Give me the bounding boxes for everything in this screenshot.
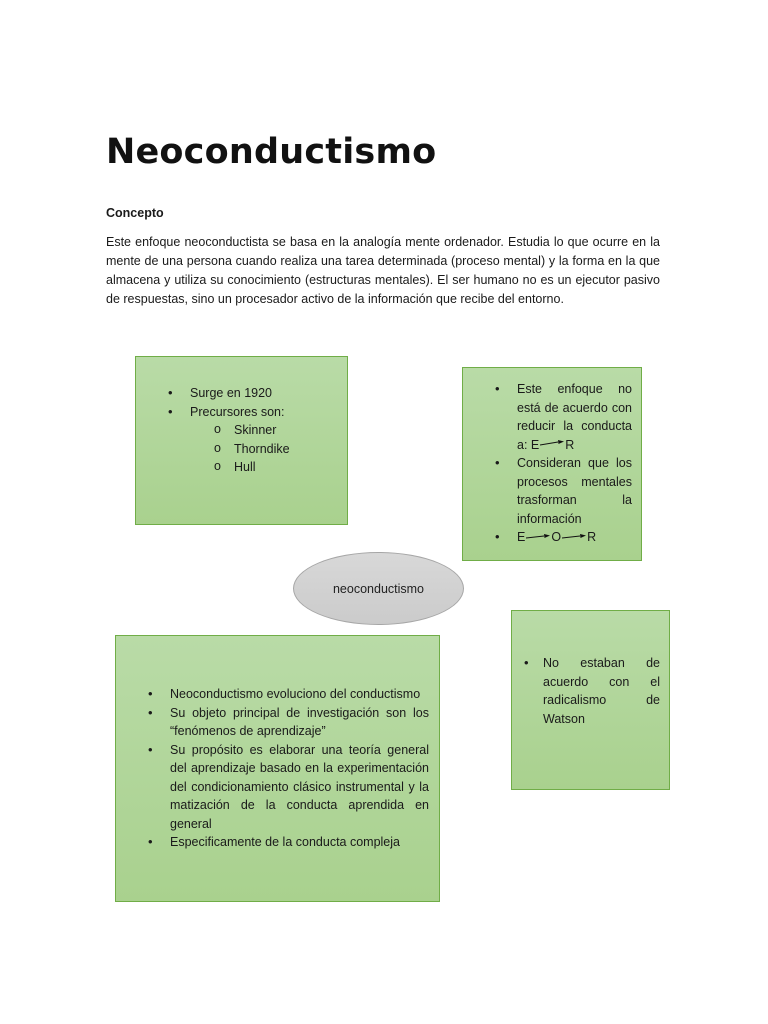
objectives-box bbox=[115, 635, 440, 902]
precursor-item: o Skinner bbox=[208, 421, 337, 440]
section-heading: Concepto bbox=[106, 206, 164, 220]
precursor-item: o Thorndike bbox=[208, 440, 337, 459]
list-item-precursors bbox=[162, 403, 337, 477]
list-item: • Su propósito es elaborar una teoría general del aprendizaje basado en la experimentación del condicionamiento clásico instrumental y la matización de la conducta aprendida en general bbox=[142, 741, 429, 834]
center-concept-ellipse: neoconductismo bbox=[293, 552, 464, 625]
list-item: • Su objeto principal de investigación son los “fenómenos de aprendizaje” bbox=[142, 704, 429, 741]
precursor-item: o Hull bbox=[208, 458, 337, 477]
arrow-right-icon bbox=[562, 533, 586, 543]
page-title: Neoconductismo bbox=[106, 132, 437, 172]
arrow-right-icon bbox=[526, 533, 550, 543]
watson-box bbox=[511, 610, 670, 790]
list-item: • Consideran que los procesos mentales trasforman la información bbox=[489, 454, 632, 528]
model-list bbox=[489, 380, 632, 547]
history-box bbox=[135, 356, 348, 525]
model-box bbox=[462, 367, 642, 561]
formula-e-o-r: • E O R bbox=[489, 528, 632, 547]
list-item: • No estaban de acuerdo con el radicalismo de Watson bbox=[516, 654, 660, 728]
precursor-list bbox=[208, 421, 337, 477]
objectives-list bbox=[142, 685, 429, 852]
intro-paragraph: Este enfoque neoconductista se basa en la analogía mente ordenador. Estudia lo que ocurre en la mente de una persona cuando realiza una tarea determinada (proceso mental) y la forma en la que almacena y utiliza su conocimiento (estructuras mentales). El ser humano no es un ejecutor pasivo de respuestas, sino un procesador activo de la información que recibe del entorno. bbox=[106, 235, 660, 306]
watson-list bbox=[516, 654, 660, 728]
list-item: • Especificamente de la conducta compleja bbox=[142, 833, 429, 852]
list-item: • Este enfoque no está de acuerdo con reducir la conducta a: E R bbox=[489, 380, 632, 454]
list-item: • Neoconductismo evoluciono del conductismo bbox=[142, 685, 429, 704]
history-list bbox=[162, 384, 337, 477]
list-item: • Surge en 1920 bbox=[162, 384, 337, 403]
list-item-label: Precursores son: bbox=[190, 404, 285, 419]
arrow-right-icon bbox=[540, 440, 564, 450]
formula-e-r: E R bbox=[530, 437, 575, 452]
